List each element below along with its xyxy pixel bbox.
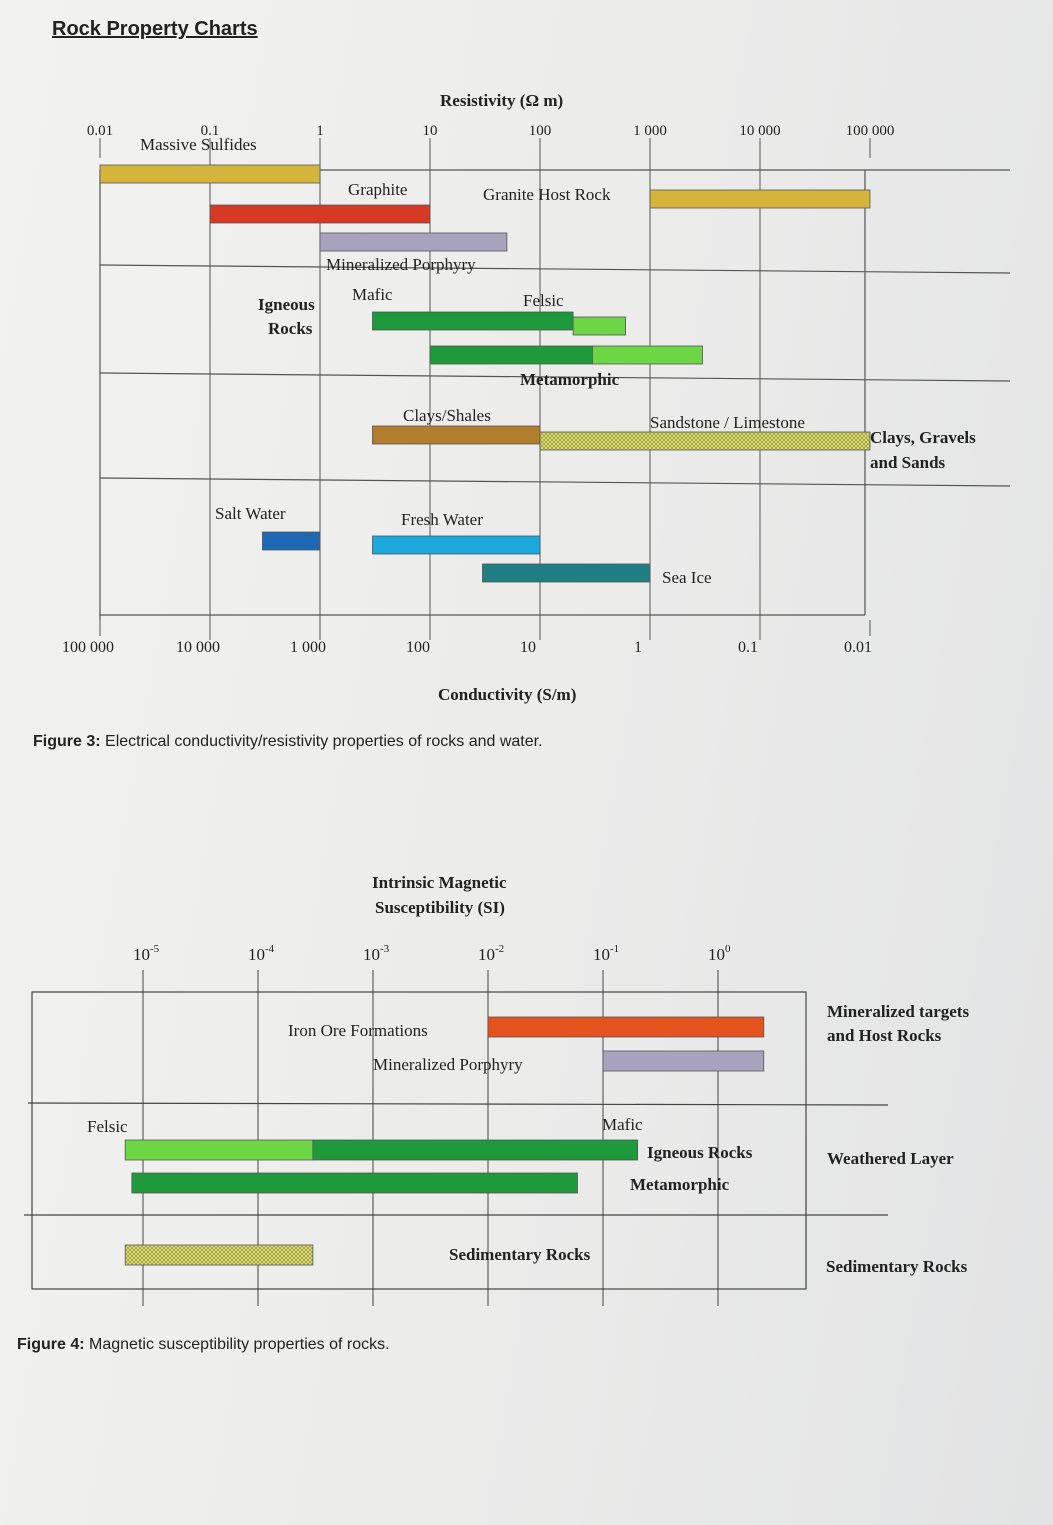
label-sea-ice: Sea Ice [662,568,712,587]
resistivity-tick-label: 1 000 [633,123,667,139]
bar-clays-shales [372,426,540,444]
row-label-mineralized-1: Mineralized targets [827,1002,970,1021]
bar-mafic [313,1140,638,1160]
bar-graphite [210,205,430,223]
label-clays-gravels-2: and Sands [870,453,946,472]
label-felsic: Felsic [523,291,564,310]
label-porphyry: Mineralized Porphyry [326,255,476,274]
bar-mineralized-porphyry [603,1051,764,1071]
bar-mafic [372,312,573,330]
figure-3-caption [33,733,543,751]
row-divider [100,478,1010,486]
row-label-weathered: Weathered Layer [827,1149,954,1168]
susceptibility-tick-label: $10^0$ [708,943,731,964]
figure-4-caption [17,1336,390,1354]
resistivity-tick-label: 0.1 [200,123,220,139]
bar-granite-host-rock [650,190,870,208]
bar-fresh-water [372,536,540,554]
susceptibility-tick-label: $10^{-5}$ [133,943,160,964]
conductivity-tick-label: 0.1 [738,639,758,656]
label-metamorphic-mag: Metamorphic [630,1175,730,1194]
label-mafic: Mafic [352,285,393,304]
label-felsic-mag: Felsic [87,1117,128,1136]
bar-metamorphic-dark [430,346,592,364]
label-mafic-mag: Mafic [602,1115,643,1134]
conductivity-tick-label: 1 000 [290,639,326,656]
susceptibility-chart [0,860,1053,1330]
conductivity-tick-label: 100 [406,639,430,656]
resistivity-chart [0,80,1053,720]
figure-3-caption-text: Electrical conductivity/resistivity properties of rocks and water. [105,733,543,750]
row-divider [100,265,1010,273]
label-sedimentary-mag: Sedimentary Rocks [449,1245,591,1264]
susceptibility-ticks [133,943,731,964]
conductivity-tick-label: 0.01 [844,639,872,656]
label-graphite: Graphite [348,180,408,199]
resistivity-tick-label: 10 [422,123,438,139]
conductivity-tick-label: 10 [520,639,536,656]
bar-salt-water [262,532,320,550]
bar-felsic [125,1140,313,1160]
figure-4-caption-label: Figure 4: [17,1336,85,1353]
label-clays-shales: Clays/Shales [403,406,491,425]
label-igneous-1: Igneous [258,295,315,314]
label-fresh-water: Fresh Water [401,510,483,529]
label-metamorphic: Metamorphic [520,370,620,389]
resistivity-tick-label: 10 000 [739,123,781,139]
figure-4-caption-text: Magnetic susceptibility properties of rocks. [89,1336,390,1353]
susceptibility-tick-label: $10^{-3}$ [363,943,390,964]
conductivity-axis-title: Conductivity (S/m) [438,685,577,704]
label-sandstone: Sandstone / Limestone [650,413,805,432]
label-igneous-mag: Igneous Rocks [647,1143,753,1162]
bar-felsic [573,317,625,335]
bar-sandstone-limestone [540,432,870,450]
conductivity-tick-label: 1 [634,639,642,656]
susceptibility-tick-label: $10^{-1}$ [593,943,620,964]
label-igneous-2: Rocks [268,319,313,338]
resistivity-tick-label: 100 [528,123,552,139]
bar-sedimentary-rocks [125,1245,313,1265]
row-label-mineralized-2: and Host Rocks [827,1026,942,1045]
row-label-sedimentary: Sedimentary Rocks [826,1257,968,1276]
figure-3-caption-label: Figure 3: [33,733,101,750]
label-porphyry-mag: Mineralized Porphyry [373,1055,523,1074]
page-title: Rock Property Charts [52,18,258,40]
label-salt-water: Salt Water [215,504,286,523]
susceptibility-tick-label: $10^{-2}$ [478,943,505,964]
row-divider [28,1103,888,1105]
bar-sea-ice [482,564,650,582]
bar-massive-sulfides [100,165,320,183]
susceptibility-title-2: Susceptibility (SI) [375,898,505,917]
label-granite: Granite Host Rock [483,185,611,204]
bar-metamorphic [132,1173,578,1193]
resistivity-tick-label: 1 [316,123,324,139]
conductivity-tick-label: 100 000 [62,639,114,656]
bar-mineralized-porphyry [320,233,507,251]
bar-iron-ore-formations [488,1017,764,1037]
label-massive-sulfides: Massive Sulfides [140,135,257,154]
resistivity-tick-label: 0.01 [86,123,114,139]
conductivity-tick-label: 10 000 [176,639,220,656]
resistivity-tick-label: 100 000 [845,123,895,139]
susceptibility-tick-label: $10^{-4}$ [248,943,275,964]
conductivity-ticks [62,620,872,656]
label-iron-ore: Iron Ore Formations [288,1021,428,1040]
resistivity-axis-title: Resistivity (Ω m) [440,91,564,110]
label-clays-gravels-1: Clays, Gravels [870,428,976,447]
bar-metamorphic-light [592,346,702,364]
susceptibility-title-1: Intrinsic Magnetic [372,873,507,892]
